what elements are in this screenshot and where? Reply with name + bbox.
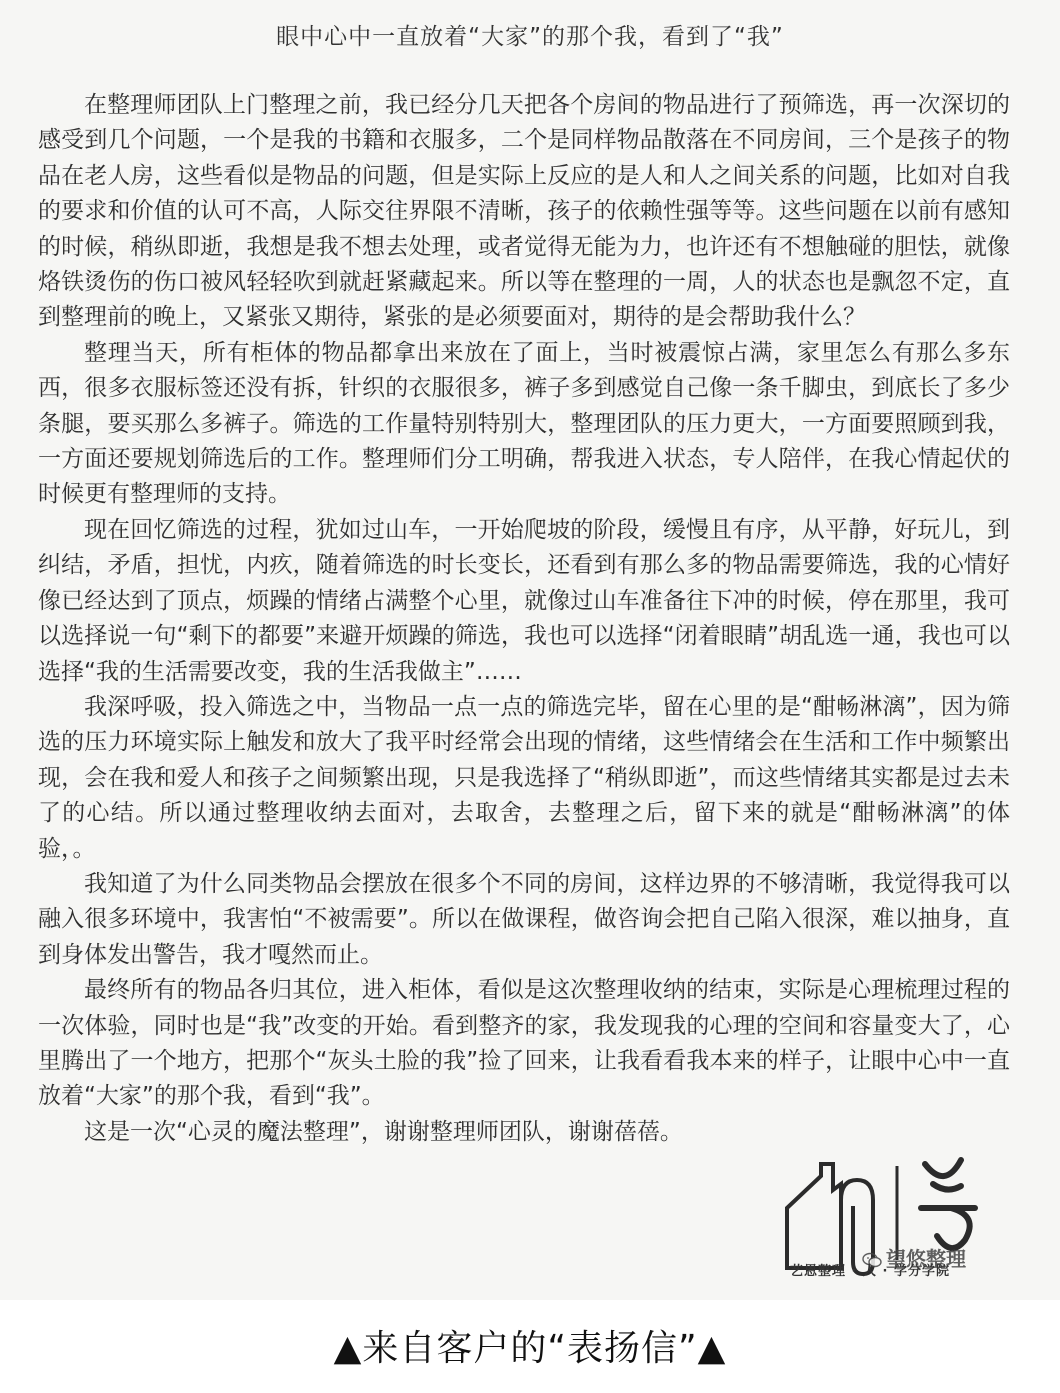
- paragraph: 我深呼吸，投入筛选之中，当物品一点一点的筛选完毕，留在心里的是“酣畅淋漓”，因为筛选的压力环境实际上触发和放大了我平时经常会出现的情绪，这些情绪会在生活和工作中频繁出现，会在我和爱人和孩子之间频繁出现，只是我选择了“稍纵即逝”，而这些情绪其实都是过去未了的心结。所以通过整理收纳去面对，去取舍，去整理之后，留下来的就是“酣畅淋漓”的体验，。: [38, 693, 1010, 862]
- paragraph: 我知道了为什么同类物品会摆放在很多个不同的房间，这样边界的不够清晰，我觉得我可以融入很多环境中，我害怕“不被需要”。所以在做课程，做咨询会把自己陷入很深，难以抽身，直到身体发出警告，我才嘎然而止。: [38, 870, 1010, 968]
- paragraph: 整理当天，所有柜体的物品都拿出来放在了面上，当时被震惊占满，家里怎么有那么多东西，很多衣服标签还没有拆，针织的衣服很多，裤子多到感觉自己像一条千脚虫，到底长了多少条腿，要买那么多裤子。筛选的工作量特别特别大，整理团队的压力更大，一方面要照顾到我，一方面还要规划筛选后的工作。整理师们分工明确，帮我进入状态，专人陪伴，在我心情起伏的时候更有整理师的支持。: [38, 339, 1010, 508]
- paragraph: 现在回忆筛选的过程，犹如过山车，一开始爬坡的阶段，缓慢且有序，从平静，好玩儿，到纠结，矛盾，担忧，内疚，随着筛选的时长变长，还看到有那么多的物品需要筛选，我的心情好像已经达到了顶点，烦躁的情绪占满整个心里，就像过山车准备往下冲的时候，停在那里，我可以选择说一句“剩下的都要”来避开烦躁的筛选，我也可以选择“闭着眼睛”胡乱选一通，我也可以选择“我的生活需要改变，我的生活我做主”……: [38, 516, 1010, 685]
- paragraph: 在整理师团队上门整理之前，我已经分几天把各个房间的物品进行了预筛选，再一次深切的感受到几个问题，一个是我的书籍和衣服多，二个是同样物品散落在不同房间，三个是孩子的物品在老人房，这些看似是物品的问题，但是实际上反应的是人和人之间关系的问题，比如对自我的要求和价值的认可不高，人际交往界限不清晰，孩子的依赖性强等等。这些问题在以前有感知的时候，稍纵即逝，我想是我不想去处理，或者觉得无能为力，也许还有不想触碰的胆怯，就像烙铁烫伤的伤口被风轻轻吹到就赶紧藏起来。所以等在整理的一周，人的状态也是飘忽不定，直到整理前的晚上，又紧张又期待，紧张的是必须要面对，期待的是会帮助我什么？: [38, 92, 1010, 331]
- letter-title: 眼中心中一直放着“大家”的那个我，看到了“我”: [276, 24, 784, 50]
- paragraph: 这是一次“心灵的魔法整理”，谢谢整理师团队，谢谢蓓蓓。: [84, 1118, 683, 1145]
- footer-caption: ▲来自客户的“表扬信”▲: [333, 1328, 727, 1369]
- letter-body: [38, 88, 1010, 1150]
- paragraph: 最终所有的物品各归其位，进入柜体，看似是这次整理收纳的结束，实际是心理梳理过程的一次体验，同时也是“我”改变的开始。看到整齐的家，我发现我的心理的空间和容量变大了，心里腾出了一个地方，把那个“灰头土脸的我”捡了回来，让我看看我本来的样子，让眼中心中一直放着“大家”的那个我，看到“我”。: [38, 977, 1010, 1110]
- watermark-text: 望悠整理: [886, 1247, 966, 1271]
- logo-caption: 艺恩整理 · 人 · 学分学院: [790, 1264, 950, 1279]
